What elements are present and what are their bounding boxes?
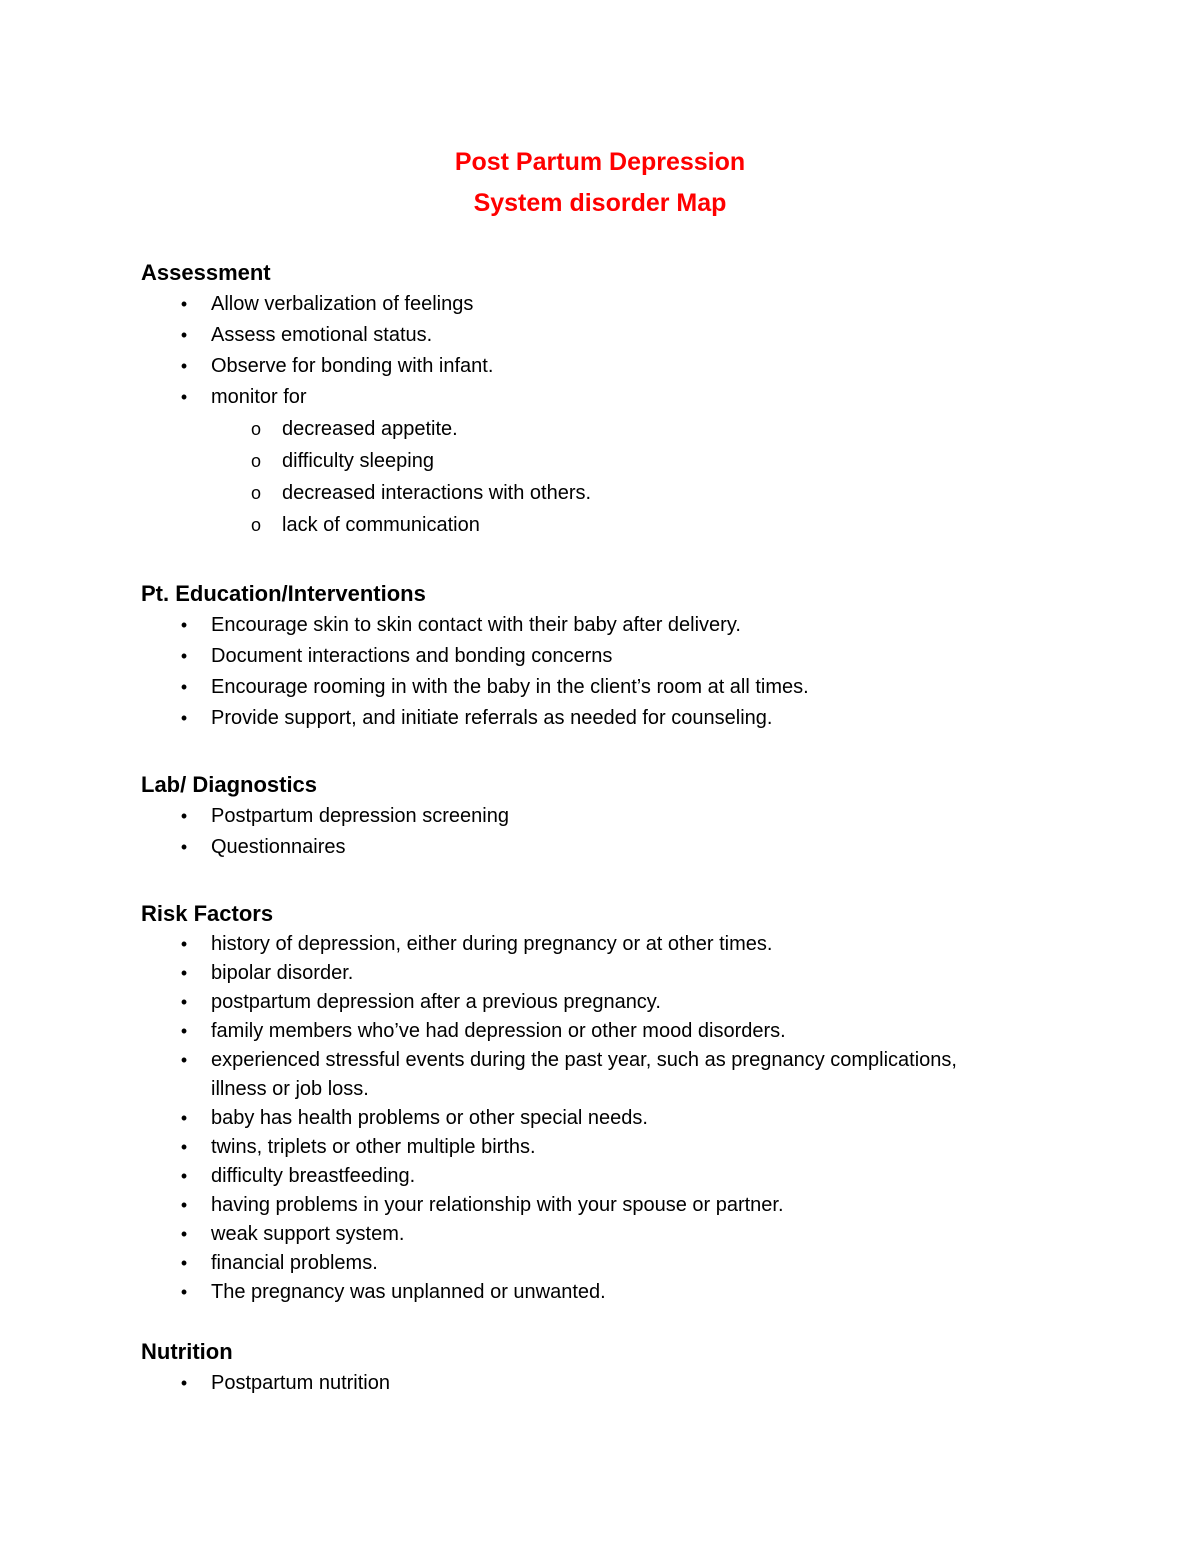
sub-list-item-text: decreased interactions with others. <box>282 482 592 504</box>
sub-list-item-text: decreased appetite. <box>282 418 458 440</box>
list-item-text: experienced stressful events during the past year, such as pregnancy complications, <box>211 1049 957 1071</box>
list-item-text: Assess emotional status. <box>211 324 433 346</box>
sub-list-item-text: lack of communication <box>282 514 480 536</box>
sub-list-item <box>141 445 1121 477</box>
section-heading: Lab/ Diagnostics <box>141 772 318 797</box>
bullet-icon: • <box>180 1021 188 1041</box>
list-item-text: Postpartum depression screening <box>211 805 509 827</box>
list-item-text: Provide support, and initiate referrals as needed for counseling. <box>211 707 773 729</box>
bullet-icon: • <box>180 294 188 314</box>
section-risk-factors <box>141 898 1121 1307</box>
list-item <box>141 832 1121 863</box>
section-nutrition <box>141 1336 1121 1399</box>
sub-list-item <box>141 509 1121 541</box>
list-item <box>141 1191 1121 1220</box>
bullet-icon: • <box>180 1282 188 1302</box>
list-item-text: Document interactions and bonding concerns <box>211 645 613 667</box>
bullet-icon: • <box>180 387 188 407</box>
list-item-text: twins, triplets or other multiple births. <box>211 1136 536 1158</box>
bullet-icon: • <box>180 1253 188 1273</box>
list-item <box>141 1368 1121 1399</box>
list-item <box>141 703 1121 734</box>
list-item <box>141 1104 1121 1133</box>
list-item <box>141 1220 1121 1249</box>
list-item-text: monitor for <box>211 386 307 408</box>
list-item <box>141 1278 1121 1307</box>
circle-bullet-icon: o <box>250 483 261 503</box>
bullet-icon: • <box>180 615 188 635</box>
bullet-icon: • <box>180 837 188 857</box>
bullet-icon: • <box>180 963 188 983</box>
list-item-text: Allow verbalization of feelings <box>211 293 474 315</box>
list-item <box>141 930 1121 959</box>
list-item-text: difficulty breastfeeding. <box>211 1165 416 1187</box>
list-item <box>141 320 1121 351</box>
circle-bullet-icon: o <box>250 515 261 535</box>
section-education <box>141 578 1121 734</box>
bullet-icon: • <box>180 1108 188 1128</box>
section-heading: Pt. Education/Interventions <box>141 581 426 606</box>
list-item <box>141 610 1121 641</box>
sub-list-item <box>141 413 1121 445</box>
list-item-text-continued: illness or job loss. <box>211 1078 369 1100</box>
list-item <box>141 959 1121 988</box>
bullet-icon: • <box>180 1195 188 1215</box>
list-item-text: financial problems. <box>211 1252 378 1274</box>
bullet-icon: • <box>180 992 188 1012</box>
list-item-text: weak support system. <box>211 1223 405 1245</box>
sub-bullet-list <box>141 413 1121 541</box>
list-item-text: history of depression, either during pregnancy or at other times. <box>211 933 773 955</box>
bullet-list <box>141 289 1121 413</box>
bullet-icon: • <box>180 806 188 826</box>
bullet-icon: • <box>180 708 188 728</box>
circle-bullet-icon: o <box>250 419 261 439</box>
bullet-icon: • <box>180 1050 188 1070</box>
section-assessment <box>141 257 1121 541</box>
bullet-icon: • <box>180 1137 188 1157</box>
list-item <box>141 382 1121 413</box>
list-item-text: having problems in your relationship with your spouse or partner. <box>211 1194 784 1216</box>
list-item-text: Encourage skin to skin contact with their baby after delivery. <box>211 614 741 636</box>
list-item <box>141 801 1121 832</box>
list-item-text: The pregnancy was unplanned or unwanted. <box>211 1281 606 1303</box>
list-item-text: Postpartum nutrition <box>211 1372 390 1394</box>
section-lab-diagnostics <box>141 769 1121 863</box>
bullet-list <box>141 1368 1121 1399</box>
list-item-text: baby has health problems or other special needs. <box>211 1107 648 1129</box>
list-item <box>141 641 1121 672</box>
bullet-icon: • <box>180 646 188 666</box>
sub-list-item <box>141 477 1121 509</box>
list-item <box>141 672 1121 703</box>
bullet-icon: • <box>180 1166 188 1186</box>
list-item <box>141 988 1121 1017</box>
bullet-icon: • <box>180 677 188 697</box>
list-item <box>141 1162 1121 1191</box>
bullet-list <box>141 610 1121 734</box>
title-line-1: Post Partum Depression <box>454 148 746 176</box>
bullet-icon: • <box>180 325 188 345</box>
list-item-text: Encourage rooming in with the baby in the client’s room at all times. <box>211 676 809 698</box>
bullet-icon: • <box>180 1224 188 1244</box>
section-heading: Assessment <box>141 260 271 285</box>
list-item-text: postpartum depression after a previous pregnancy. <box>211 991 661 1013</box>
list-item <box>141 1249 1121 1278</box>
title-line-2: System disorder Map <box>473 189 727 217</box>
bullet-icon: • <box>180 1373 188 1393</box>
bullet-list <box>141 930 1121 1307</box>
list-item <box>141 1017 1121 1046</box>
list-item-text: family members who’ve had depression or other mood disorders. <box>211 1020 786 1042</box>
circle-bullet-icon: o <box>250 451 261 471</box>
bullet-icon: • <box>180 934 188 954</box>
list-item-text: Observe for bonding with infant. <box>211 355 494 377</box>
list-item-text: bipolar disorder. <box>211 962 354 984</box>
list-item <box>141 289 1121 320</box>
bullet-icon: • <box>180 356 188 376</box>
sub-list-item-text: difficulty sleeping <box>282 450 434 472</box>
section-heading: Nutrition <box>141 1339 233 1364</box>
list-item <box>141 1133 1121 1162</box>
list-item-text: Questionnaires <box>211 836 346 858</box>
bullet-list <box>141 801 1121 863</box>
list-item <box>141 351 1121 382</box>
list-item <box>141 1046 1121 1104</box>
section-heading: Risk Factors <box>141 901 274 926</box>
document-title <box>0 142 1200 224</box>
